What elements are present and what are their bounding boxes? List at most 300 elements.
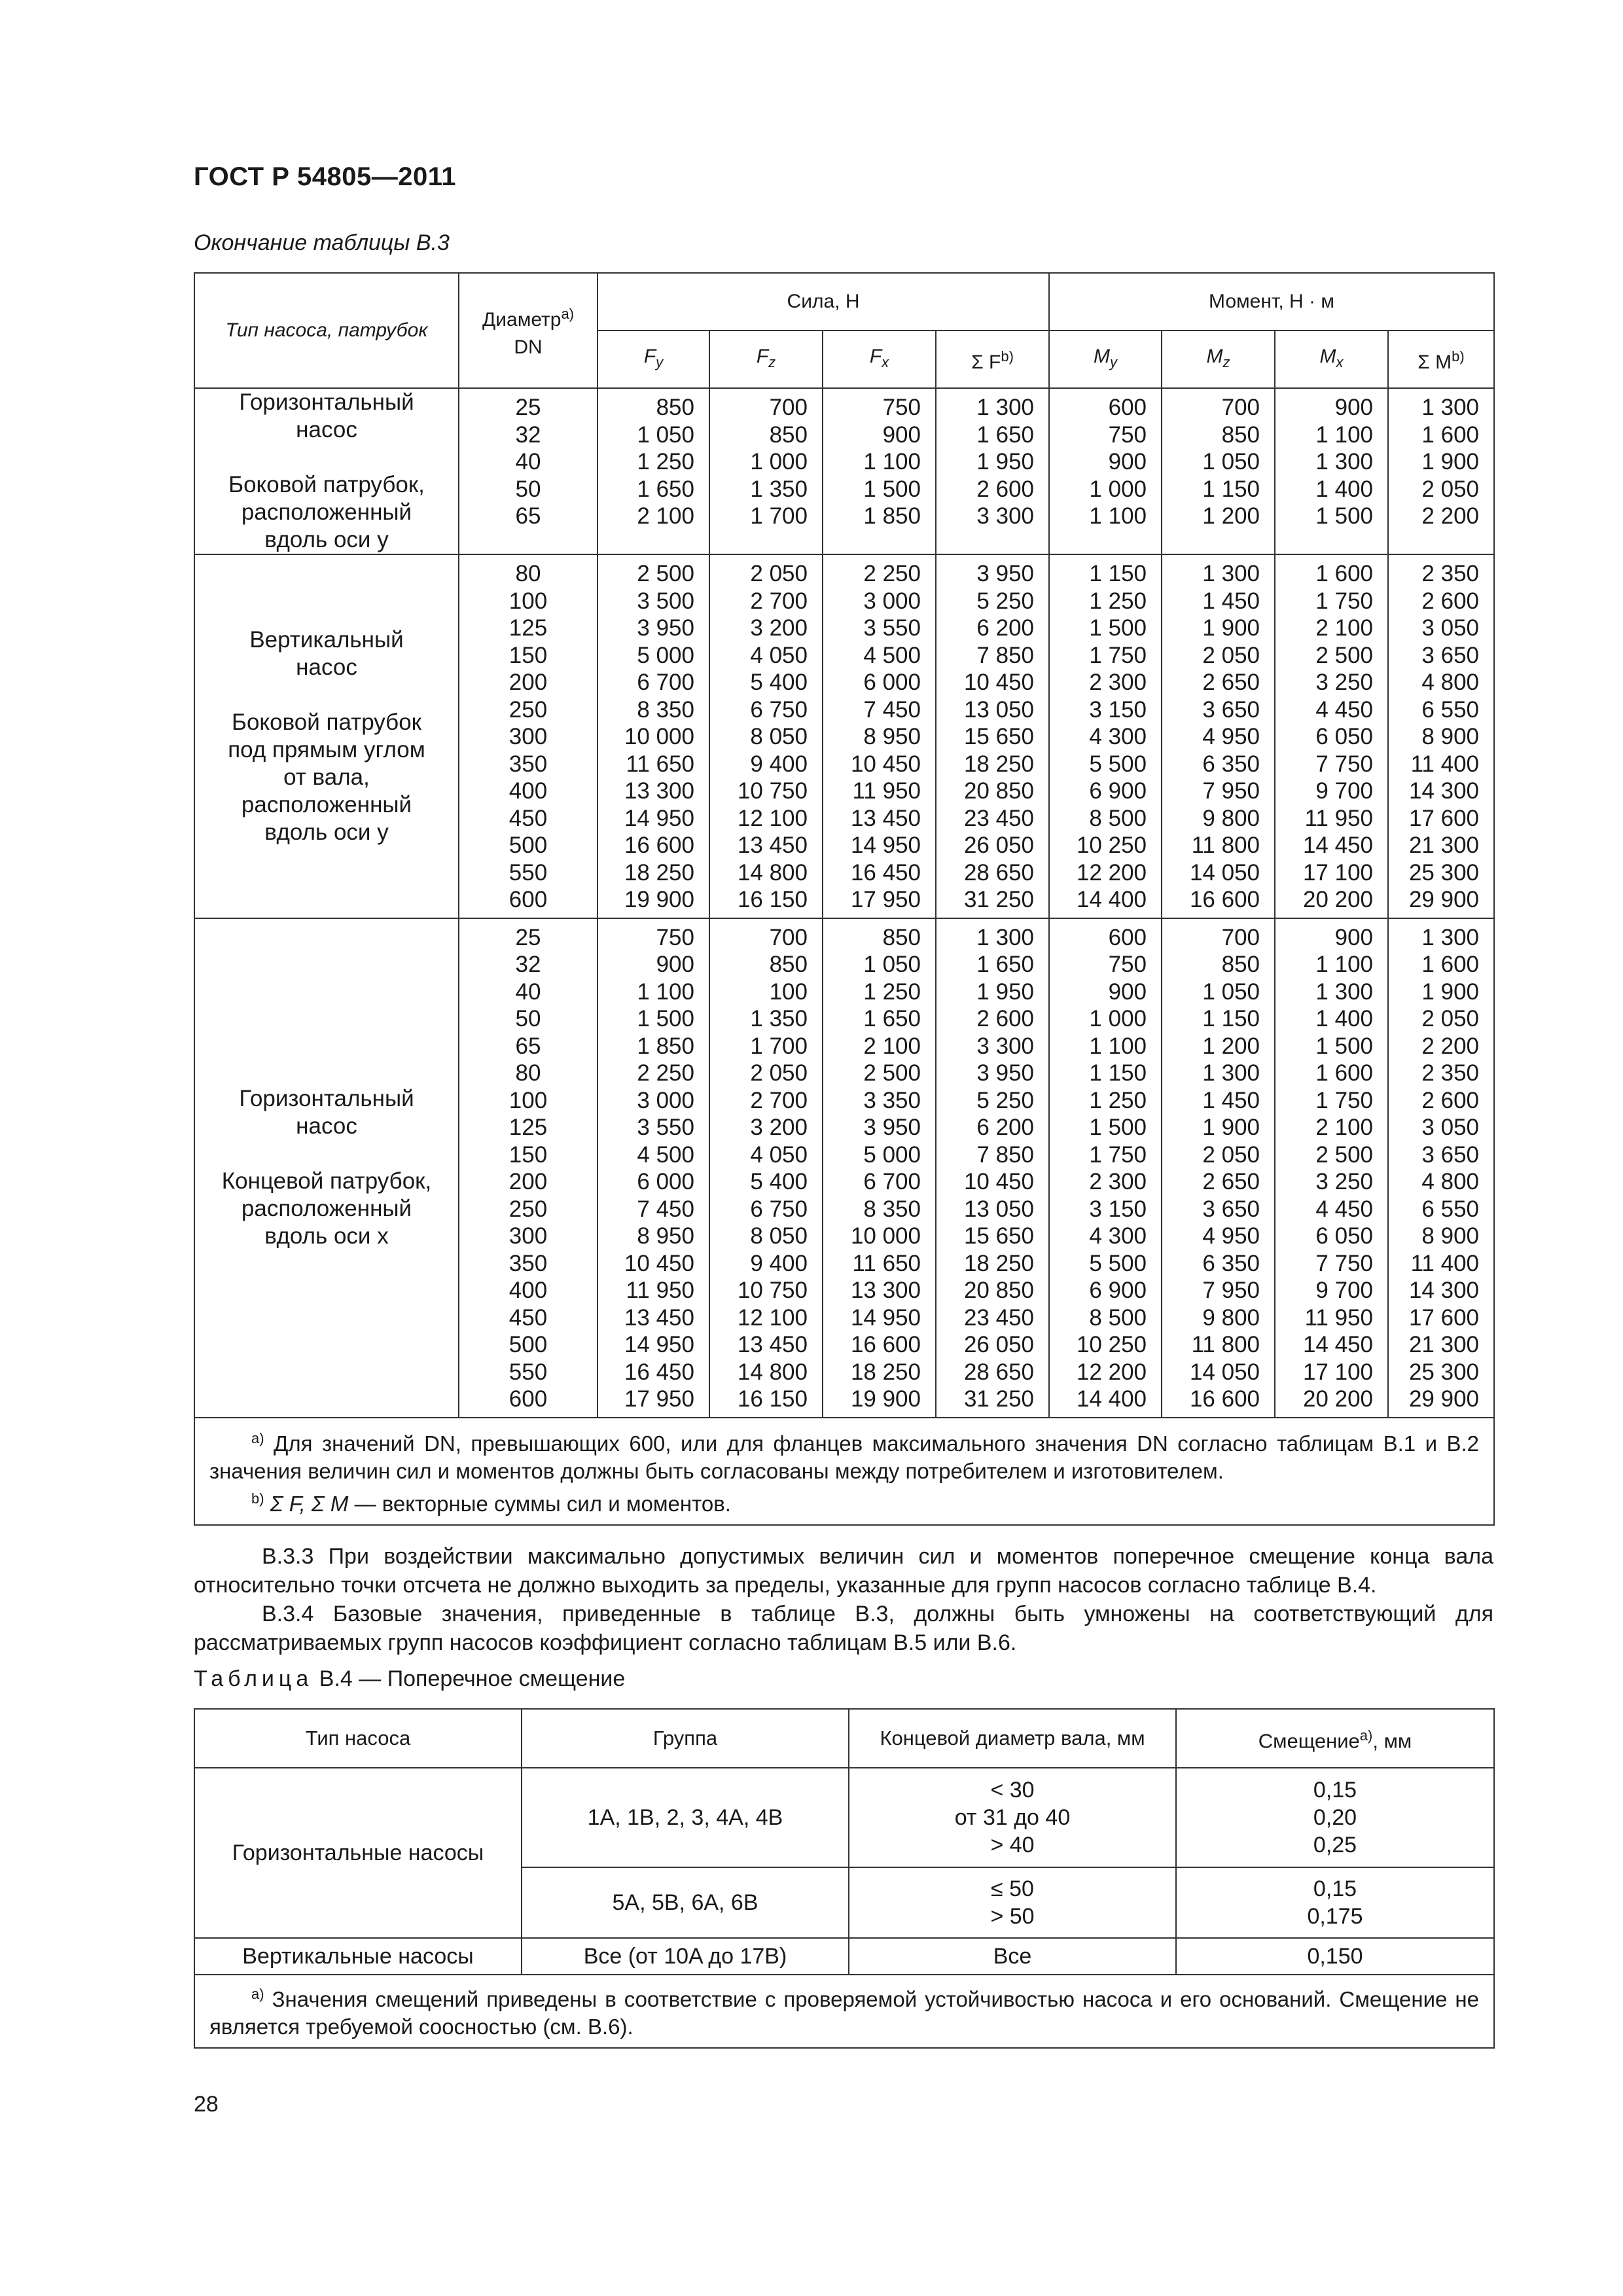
- value-sm: 2 050: [1421, 1006, 1480, 1031]
- value-mz: 1 050: [1202, 978, 1260, 1005]
- dn-value: 80: [515, 561, 541, 586]
- value-fx: 11 950: [852, 778, 921, 804]
- value-sm: 29 900: [1408, 1386, 1480, 1412]
- value-my: 12 200: [1076, 859, 1147, 886]
- value-cell-sm: [1388, 388, 1494, 554]
- value-sf: 7 850: [976, 642, 1035, 668]
- dn-value: 50: [515, 476, 541, 502]
- value-fy: 1 250: [637, 449, 694, 475]
- pump-type-line: Вертикальный: [249, 626, 404, 653]
- cell-offset-row2: 0,15 0,175: [1176, 1867, 1494, 1938]
- value-mz: 1 900: [1202, 615, 1260, 641]
- dn-value: 40: [515, 449, 541, 475]
- dn-value: 300: [508, 724, 548, 749]
- value-sf: 6 200: [976, 1115, 1035, 1140]
- cell-vertical-pumps: Вертикальные насосы: [194, 1938, 522, 1975]
- dn-value: 600: [508, 1386, 548, 1412]
- value-sf: 13 050: [963, 696, 1035, 723]
- value-sm: 11 400: [1410, 751, 1480, 777]
- value-fx: 13 450: [850, 805, 921, 831]
- value-mx: 900: [1334, 924, 1374, 950]
- dn-value: 80: [515, 1060, 541, 1086]
- dn-value: 40: [515, 978, 541, 1005]
- value-fz: 12 100: [737, 1304, 808, 1331]
- value-cell-mz: [1162, 554, 1275, 918]
- dn-value: 32: [515, 952, 541, 977]
- value-fy: 1 500: [637, 1006, 694, 1031]
- value-fy: 14 950: [624, 805, 694, 831]
- value-my: 1 150: [1089, 1060, 1147, 1086]
- nozzle-line: Концевой патрубок,: [221, 1168, 432, 1194]
- value-fx: 6 700: [863, 1169, 921, 1194]
- value-sf: 3 300: [976, 1033, 1035, 1059]
- value-sf: 2 600: [976, 476, 1035, 502]
- value-mx: 3 250: [1315, 1169, 1374, 1194]
- value-sm: 1 600: [1421, 952, 1480, 977]
- cell-offset-row1: 0,15 0,20 0,25: [1176, 1768, 1494, 1867]
- value-my: 1 000: [1089, 1006, 1147, 1031]
- dn-value: 25: [515, 395, 541, 420]
- value-my: 750: [1108, 422, 1147, 448]
- value-fy: 750: [656, 924, 694, 950]
- header-sum-f: Σ $F^{b)}$: [936, 331, 1049, 388]
- value-fz: 14 800: [737, 859, 808, 886]
- value-mz: 11 800: [1191, 833, 1260, 858]
- value-fz: 16 150: [737, 887, 808, 912]
- value-mx: 4 450: [1315, 696, 1374, 723]
- value-cell-my: [1049, 554, 1162, 918]
- value-my: 900: [1108, 978, 1147, 1005]
- value-mx: 17 100: [1302, 1359, 1374, 1385]
- value-sm: 2 600: [1421, 588, 1480, 614]
- value-sf: 6 200: [976, 615, 1035, 641]
- value-my: 600: [1108, 924, 1147, 950]
- value-cell-fy: [597, 554, 709, 918]
- value-cell-mx: [1275, 918, 1388, 1418]
- value-mx: 2 100: [1315, 1115, 1374, 1140]
- value-fy: 19 900: [624, 887, 694, 912]
- value-fy: 11 650: [626, 751, 694, 777]
- dn-value: 400: [508, 778, 548, 804]
- header-pump-type: Тип насоса, патрубок: [194, 273, 459, 388]
- value-mx: 4 450: [1315, 1196, 1374, 1222]
- value-fz: 850: [769, 422, 808, 448]
- value-sm: 25 300: [1408, 859, 1480, 886]
- value-fx: 900: [882, 422, 921, 448]
- value-fx: 14 950: [850, 1304, 921, 1331]
- value-sm: 6 550: [1421, 696, 1480, 723]
- value-mz: 1 050: [1202, 449, 1260, 475]
- value-mz: 2 050: [1202, 642, 1260, 668]
- value-my: 3 150: [1089, 696, 1147, 723]
- value-sf: 23 450: [963, 805, 1035, 831]
- value-mz: 14 050: [1189, 859, 1260, 886]
- value-mx: 1 100: [1315, 952, 1374, 977]
- value-sf: 1 300: [976, 395, 1035, 420]
- value-sf: 26 050: [963, 1332, 1035, 1357]
- value-fz: 10 750: [737, 778, 808, 804]
- value-sf: 10 450: [963, 670, 1035, 695]
- value-fx: 1 850: [863, 503, 921, 529]
- nozzle-line: вдоль оси y: [264, 819, 389, 845]
- value-fx: 1 250: [863, 978, 921, 1005]
- value-my: 1 000: [1089, 476, 1147, 502]
- value-fx: 1 500: [863, 476, 921, 502]
- value-sm: 14 300: [1408, 1278, 1480, 1303]
- cell-group-row3: Все (от 10A до 17B): [522, 1938, 849, 1975]
- value-mx: 1 300: [1315, 449, 1374, 475]
- value-sm: 2 200: [1421, 1033, 1480, 1059]
- value-cell-mx: [1275, 388, 1388, 554]
- value-sf: 1 950: [976, 978, 1035, 1005]
- value-sm: 4 800: [1421, 1169, 1480, 1194]
- table-b3: [194, 272, 1495, 1526]
- value-my: 1 500: [1089, 1115, 1147, 1140]
- value-fz: 14 800: [737, 1359, 808, 1385]
- nozzle-line: под прямым углом: [228, 736, 425, 762]
- value-mx: 3 250: [1315, 670, 1374, 695]
- value-mx: 2 100: [1315, 615, 1374, 641]
- value-sf: 1 950: [976, 449, 1035, 475]
- table-row: [194, 918, 1494, 1418]
- table-row: [194, 554, 1494, 918]
- footnote-b: $^{b)}$ Σ F, Σ M — векторные суммы сил и моментов.: [251, 1490, 731, 1516]
- value-mx: 20 200: [1302, 1386, 1374, 1412]
- cell-group-row1: 1A, 1B, 2, 3, 4A, 4B: [522, 1768, 849, 1867]
- value-fy: 10 000: [624, 724, 694, 749]
- table-b4-caption: Таблица В.4 — Поперечное смещение: [194, 1666, 626, 1691]
- value-sm: 17 600: [1408, 805, 1480, 831]
- pump-type-cell: [194, 918, 459, 1418]
- value-fz: 10 750: [737, 1278, 808, 1303]
- value-sm: 6 550: [1421, 1196, 1480, 1222]
- nozzle-line: расположенный: [241, 499, 412, 525]
- value-mz: 9 800: [1202, 1304, 1260, 1331]
- pump-type-line: насос: [296, 417, 357, 442]
- value-sm: 2 600: [1421, 1087, 1480, 1113]
- value-mx: 7 750: [1315, 751, 1374, 777]
- value-mz: 1 200: [1202, 503, 1260, 529]
- value-fx: 8 950: [863, 724, 921, 749]
- pump-type-line: насос: [296, 654, 357, 680]
- value-mx: 14 450: [1302, 833, 1374, 858]
- value-my: 4 300: [1089, 1223, 1147, 1249]
- value-my: 2 300: [1089, 1169, 1147, 1194]
- dn-value: 100: [508, 588, 548, 614]
- value-my: 1 250: [1089, 1087, 1147, 1113]
- value-my: 3 150: [1089, 1196, 1147, 1222]
- value-sf: 26 050: [963, 833, 1035, 858]
- value-mz: 7 950: [1202, 1278, 1260, 1303]
- value-sm: 17 600: [1408, 1304, 1480, 1331]
- value-cell-sf: [936, 918, 1049, 1418]
- header-diameter: Диаметр$^{a)}$ DN: [459, 273, 597, 388]
- dn-value: 125: [508, 1115, 548, 1140]
- header-force-group: Сила, Н: [597, 273, 1049, 331]
- value-mz: 14 050: [1189, 1359, 1260, 1385]
- value-fy: 16 450: [624, 1359, 694, 1385]
- value-cell-mz: [1162, 388, 1275, 554]
- value-mx: 1 600: [1315, 1060, 1374, 1086]
- value-my: 600: [1108, 395, 1147, 420]
- value-sm: 2 050: [1421, 476, 1480, 502]
- value-mz: 16 600: [1189, 1386, 1260, 1412]
- value-fx: 1 100: [863, 449, 921, 475]
- value-mz: 4 950: [1202, 1223, 1260, 1249]
- value-fx: 6 000: [863, 670, 921, 695]
- value-sm: 21 300: [1408, 833, 1480, 858]
- value-sf: 1 650: [976, 952, 1035, 977]
- cell-diam-row1: < 30 от 31 до 40 > 40: [849, 1768, 1176, 1867]
- value-fx: 1 050: [863, 952, 921, 977]
- value-my: 1 100: [1089, 503, 1147, 529]
- value-my: 14 400: [1076, 1386, 1147, 1412]
- value-sf: 3 950: [976, 561, 1035, 586]
- value-cell-mx: [1275, 554, 1388, 918]
- nozzle-line: вдоль оси x: [264, 1223, 389, 1249]
- value-fz: 850: [769, 952, 808, 977]
- value-sm: 29 900: [1408, 887, 1480, 912]
- pump-type-line: насос: [296, 1113, 357, 1139]
- value-mz: 700: [1221, 924, 1260, 950]
- value-sf: 13 050: [963, 1196, 1035, 1222]
- value-mz: 1 200: [1202, 1033, 1260, 1059]
- value-cell-sf: [936, 554, 1049, 918]
- nozzle-line: вдоль оси y: [264, 527, 389, 552]
- value-cell-sf: [936, 388, 1049, 554]
- value-mz: 700: [1221, 395, 1260, 420]
- value-my: 1 500: [1089, 615, 1147, 641]
- value-fx: 3 000: [863, 588, 921, 614]
- value-sm: 21 300: [1408, 1332, 1480, 1357]
- value-mx: 11 950: [1304, 1304, 1374, 1331]
- value-fz: 1 700: [750, 1033, 808, 1059]
- value-fy: 5 000: [637, 642, 694, 668]
- dn-value: 500: [508, 1332, 548, 1357]
- dn-value: 550: [508, 859, 548, 886]
- nozzle-line: расположенный: [241, 791, 412, 817]
- value-mx: 2 500: [1315, 1141, 1374, 1168]
- value-fz: 700: [769, 395, 808, 420]
- value-mz: 11 800: [1191, 1332, 1260, 1357]
- value-fx: 750: [882, 395, 921, 420]
- value-my: 1 750: [1089, 1141, 1147, 1168]
- value-fz: 2 700: [750, 1087, 808, 1113]
- value-mz: 6 350: [1202, 1250, 1260, 1276]
- dn-cell: [459, 554, 597, 918]
- value-my: 1 150: [1089, 561, 1147, 586]
- value-mz: 1 150: [1202, 476, 1260, 502]
- value-my: 1 100: [1089, 1033, 1147, 1059]
- value-mx: 2 500: [1315, 642, 1374, 668]
- value-fy: 10 450: [624, 1250, 694, 1276]
- value-cell-fz: [709, 388, 823, 554]
- header-mx: $M_x$: [1275, 331, 1388, 388]
- value-fz: 5 400: [750, 1169, 808, 1194]
- value-fy: 2 250: [637, 1060, 694, 1086]
- value-fz: 4 050: [750, 1141, 808, 1168]
- table-b4-footnote: $^{a)}$ Значения смещений приведены в соответствие с проверяемой устойчивостью насоса и его оснований. Смещение не является требуемой соосностью (см. В.6).: [194, 1975, 1494, 2048]
- value-fy: 3 000: [637, 1087, 694, 1113]
- value-fx: 13 300: [850, 1278, 921, 1303]
- value-sf: 10 450: [963, 1169, 1035, 1194]
- value-my: 8 500: [1089, 1304, 1147, 1331]
- table-b3-footnotes: [194, 1418, 1494, 1525]
- dn-value: 125: [508, 615, 548, 641]
- dn-value: 350: [508, 1250, 548, 1276]
- nozzle-line: от вала,: [283, 764, 370, 790]
- table-continuation-caption: Окончание таблицы В.3: [194, 230, 450, 255]
- header-my: $M_y$: [1049, 331, 1162, 388]
- dn-value: 300: [508, 1223, 548, 1249]
- value-fx: 14 950: [850, 833, 921, 858]
- value-cell-sm: [1388, 918, 1494, 1418]
- value-mx: 9 700: [1315, 778, 1374, 804]
- header-pump-type-b4: Тип насоса: [194, 1709, 522, 1768]
- document-code: ГОСТ Р 54805—2011: [194, 162, 456, 191]
- value-mz: 6 350: [1202, 751, 1260, 777]
- dn-value: 150: [508, 642, 548, 668]
- value-sm: 1 300: [1421, 395, 1480, 420]
- value-fz: 1 000: [750, 449, 808, 475]
- dn-value: 500: [508, 833, 548, 858]
- value-fz: 3 200: [750, 1115, 808, 1140]
- value-fz: 100: [769, 978, 808, 1005]
- nozzle-line: Боковой патрубок: [231, 709, 421, 735]
- value-mz: 850: [1221, 952, 1260, 977]
- value-fy: 3 550: [637, 1115, 694, 1140]
- value-fy: 8 350: [637, 696, 694, 723]
- value-my: 10 250: [1076, 1332, 1147, 1357]
- value-my: 6 900: [1089, 1278, 1147, 1303]
- value-my: 5 500: [1089, 1250, 1147, 1276]
- value-mx: 1 300: [1315, 978, 1374, 1005]
- value-sf: 31 250: [963, 1386, 1035, 1412]
- value-sf: 20 850: [963, 1278, 1035, 1303]
- value-fx: 4 500: [863, 642, 921, 668]
- value-sf: 18 250: [963, 751, 1035, 777]
- value-fy: 850: [656, 395, 694, 420]
- value-sf: 15 650: [963, 724, 1035, 749]
- value-cell-fx: [823, 918, 936, 1418]
- value-fy: 1 650: [637, 476, 694, 502]
- value-my: 4 300: [1089, 724, 1147, 749]
- dn-value: 550: [508, 1359, 548, 1385]
- paragraph-b34: В.3.4 Базовые значения, приведенные в таблице В.3, должны быть умножены на соответствующий для рассматриваемых групп насосов коэффициент согласно таблицам В.5 или В.6.: [194, 1602, 1493, 1655]
- value-sf: 28 650: [963, 859, 1035, 886]
- nozzle-line: расположенный: [241, 1196, 412, 1221]
- value-fy: 13 300: [624, 778, 694, 804]
- value-sm: 11 400: [1410, 1250, 1480, 1276]
- value-fx: 5 000: [863, 1141, 921, 1168]
- value-my: 8 500: [1089, 805, 1147, 831]
- value-mx: 9 700: [1315, 1278, 1374, 1303]
- dn-value: 400: [508, 1278, 548, 1303]
- value-mx: 1 750: [1315, 588, 1374, 614]
- value-mx: 1 400: [1315, 1006, 1374, 1031]
- value-fz: 2 050: [750, 1060, 808, 1086]
- value-my: 6 900: [1089, 778, 1147, 804]
- value-sf: 15 650: [963, 1223, 1035, 1249]
- value-sm: 1 600: [1421, 422, 1480, 448]
- value-fz: 2 050: [750, 561, 808, 586]
- value-fx: 3 350: [863, 1087, 921, 1113]
- value-fx: 8 350: [863, 1196, 921, 1222]
- value-fy: 1 050: [637, 422, 694, 448]
- value-mz: 1 150: [1202, 1006, 1260, 1031]
- value-sm: 3 650: [1421, 1141, 1480, 1168]
- value-sm: 3 050: [1421, 1115, 1480, 1140]
- value-fz: 1 700: [750, 503, 808, 529]
- dn-value: 100: [508, 1087, 548, 1113]
- value-mx: 1 600: [1315, 561, 1374, 586]
- value-fy: 18 250: [624, 859, 694, 886]
- value-mz: 3 650: [1202, 696, 1260, 723]
- value-fx: 11 650: [852, 1250, 921, 1276]
- value-mx: 6 050: [1315, 724, 1374, 749]
- value-my: 1 750: [1089, 642, 1147, 668]
- header-sum-m: Σ $M^{b)}$: [1388, 331, 1494, 388]
- value-my: 900: [1108, 449, 1147, 475]
- value-fy: 6 000: [637, 1169, 694, 1194]
- value-fx: 18 250: [850, 1359, 921, 1385]
- value-sm: 2 350: [1421, 1060, 1480, 1086]
- value-fz: 8 050: [750, 1223, 808, 1249]
- value-fx: 17 950: [850, 887, 921, 912]
- value-fx: 10 450: [850, 751, 921, 777]
- cell-group-row2: 5A, 5B, 6A, 6B: [522, 1867, 849, 1938]
- value-cell-fy: [597, 388, 709, 554]
- value-sf: 1 300: [976, 924, 1035, 950]
- value-fz: 13 450: [737, 833, 808, 858]
- value-fy: 16 600: [624, 833, 694, 858]
- value-fx: 850: [882, 924, 921, 950]
- value-fy: 1 850: [637, 1033, 694, 1059]
- value-sf: 7 850: [976, 1141, 1035, 1168]
- value-fz: 16 150: [737, 1386, 808, 1412]
- value-fx: 3 950: [863, 1115, 921, 1140]
- value-my: 750: [1108, 952, 1147, 977]
- value-fz: 12 100: [737, 805, 808, 831]
- value-mx: 1 750: [1315, 1087, 1374, 1113]
- table-row: [194, 388, 1494, 554]
- value-fx: 7 450: [863, 696, 921, 723]
- dn-value: 50: [515, 1006, 541, 1031]
- value-sf: 3 300: [976, 503, 1035, 529]
- value-sm: 1 900: [1421, 449, 1480, 475]
- dn-value: 250: [508, 1196, 548, 1222]
- value-cell-fz: [709, 554, 823, 918]
- value-mz: 4 950: [1202, 724, 1260, 749]
- header-mz: $M_z$: [1162, 331, 1275, 388]
- header-fx: $F_x$: [823, 331, 936, 388]
- value-sm: 3 050: [1421, 615, 1480, 641]
- value-fx: 10 000: [850, 1223, 921, 1249]
- value-cell-my: [1049, 388, 1162, 554]
- value-sf: 2 600: [976, 1006, 1035, 1031]
- value-my: 2 300: [1089, 670, 1147, 695]
- value-mz: 2 650: [1202, 1169, 1260, 1194]
- value-my: 10 250: [1076, 833, 1147, 858]
- value-mz: 1 300: [1202, 561, 1260, 586]
- value-sf: 1 650: [976, 422, 1035, 448]
- dn-value: 150: [508, 1141, 548, 1168]
- dn-value: 250: [508, 696, 548, 723]
- value-fy: 4 500: [637, 1141, 694, 1168]
- value-mx: 1 500: [1315, 503, 1374, 529]
- value-fy: 900: [656, 952, 694, 977]
- header-moment-group: Момент, Н · м: [1049, 273, 1494, 331]
